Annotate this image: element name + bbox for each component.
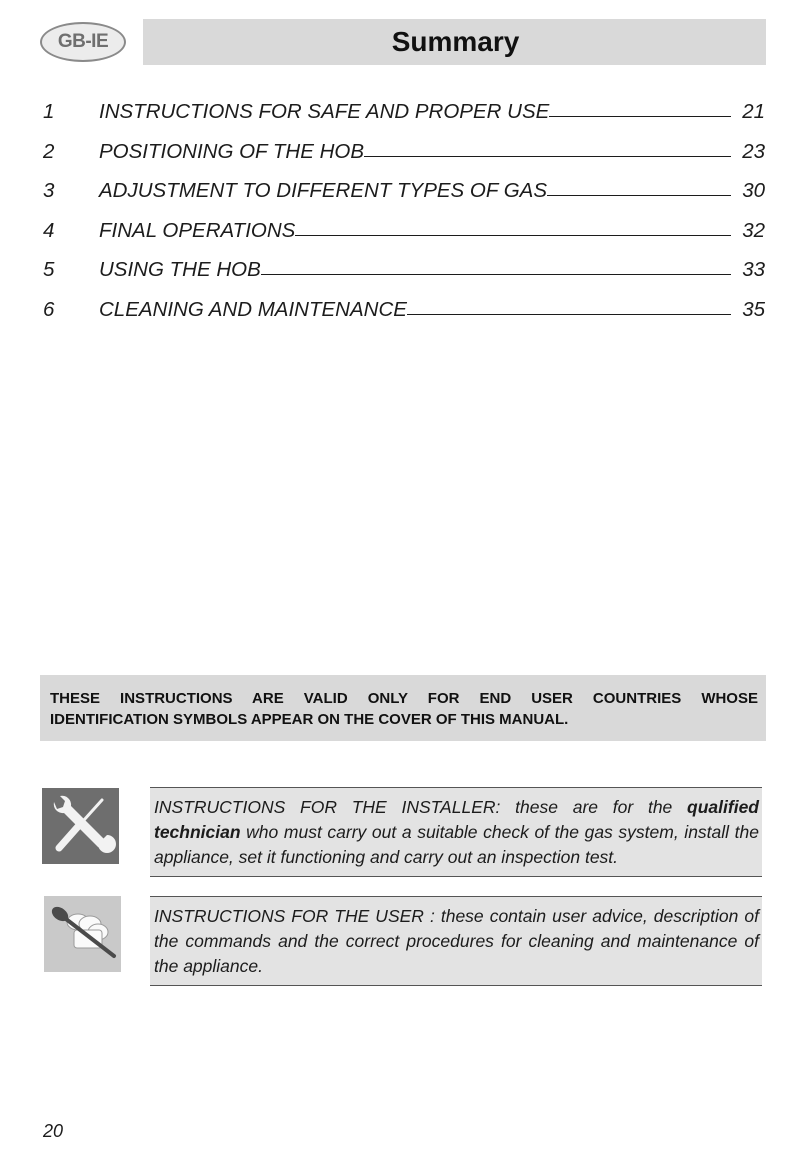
toc-leader-line (261, 274, 731, 275)
page-number: 20 (43, 1121, 64, 1141)
table-of-contents (43, 100, 765, 338)
installer-text-emphasis: qualified technician (154, 797, 759, 842)
toc-entry-3[interactable] (43, 179, 765, 219)
language-badge-label: GB-IE (57, 31, 109, 52)
toc-entry-label: POSITIONING OF THE HOB (99, 139, 365, 163)
toc-leader-line (295, 235, 731, 236)
validity-notice-line-1: THESE INSTRUCTIONS ARE VALID ONLY FOR END USER COUNTRIES WHOSE (50, 690, 758, 707)
toc-entry-page: 33 (742, 258, 765, 282)
toc-entry-page: 21 (742, 100, 765, 123)
toc-entry-2[interactable] (43, 140, 765, 180)
toc-entry-label: ADJUSTMENT TO DIFFERENT TYPES OF GAS (99, 179, 548, 203)
title-bar (143, 19, 766, 65)
language-badge (40, 22, 126, 62)
toc-entry-number: 3 (43, 179, 55, 203)
validity-notice (40, 675, 766, 741)
toc-entry-number: 6 (43, 297, 55, 321)
installer-instructions-panel (150, 787, 762, 877)
toc-entry-5[interactable] (43, 258, 765, 298)
toc-entry-1[interactable] (43, 100, 765, 140)
toc-entry-6[interactable] (43, 298, 765, 338)
installer-text-intro: INSTRUCTIONS FOR THE INSTALLER: these are for the (154, 797, 688, 817)
toc-entry-page: 23 (742, 139, 765, 163)
toc-leader-line (547, 195, 731, 196)
toc-entry-number: 1 (43, 100, 55, 123)
toc-leader-line (364, 156, 731, 157)
toc-entry-number: 4 (43, 218, 55, 242)
toc-entry-label: INSTRUCTIONS FOR SAFE AND PROPER USE (99, 100, 550, 123)
toc-leader-line (407, 314, 731, 315)
toc-entry-label: USING THE HOB (99, 258, 261, 282)
spoon-chef-hat-icon (44, 896, 121, 972)
wrench-screwdriver-icon (42, 788, 119, 864)
validity-notice-line-2: IDENTIFICATION SYMBOLS APPEAR ON THE COVER OF THIS MANUAL. (50, 711, 569, 728)
toc-leader-line (549, 116, 731, 117)
user-instructions-text: INSTRUCTIONS FOR THE USER : these contain user advice, description of the commands and the correct procedures for cleaning and maintenance of the appliance. (154, 906, 759, 976)
toc-entry-label: FINAL OPERATIONS (99, 218, 296, 242)
page-title: Summary (391, 26, 520, 57)
user-instructions-panel (150, 896, 762, 986)
toc-entry-page: 32 (742, 218, 765, 242)
toc-entry-4[interactable] (43, 219, 765, 259)
toc-entry-page: 30 (742, 179, 765, 203)
installer-text-rest: who must carry out a suitable check of the gas system, install the appliance, set it functioning and carry out an inspection test. (154, 822, 759, 867)
toc-entry-label: CLEANING AND MAINTENANCE (99, 297, 407, 321)
toc-entry-page: 35 (742, 297, 765, 321)
toc-entry-number: 2 (43, 139, 55, 163)
toc-entry-number: 5 (43, 258, 55, 282)
